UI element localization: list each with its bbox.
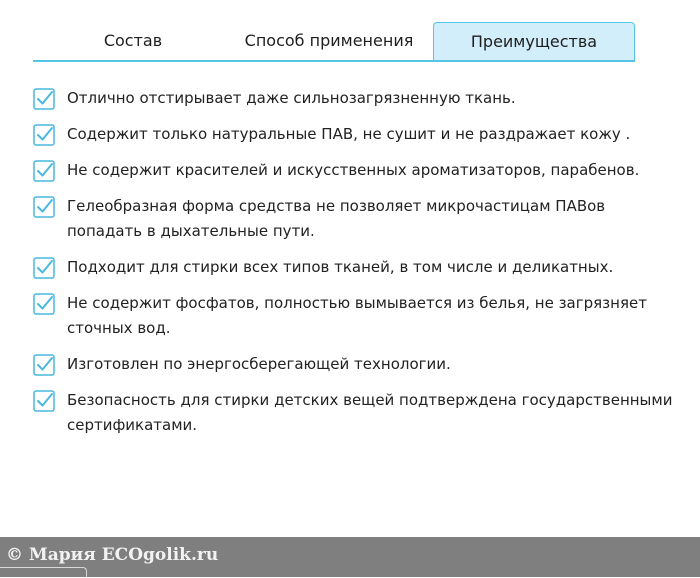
benefit-text: Гелеобразная форма средства не позволяет микрочастицам ПАВов попадать в дыхательные пути. <box>67 197 606 240</box>
list-item <box>33 194 673 244</box>
checkbox-checked-icon <box>33 160 55 182</box>
checkbox-checked-icon <box>33 196 55 218</box>
checkbox-checked-icon <box>33 390 55 412</box>
checkbox-checked-icon <box>33 354 55 376</box>
list-item <box>33 122 673 147</box>
list-item <box>33 86 673 111</box>
benefits-list <box>33 86 673 449</box>
benefit-text: Содержит только натуральные ПАВ, не сушит и не раздражает кожу . <box>67 125 631 143</box>
benefit-text: Не содержит красителей и искусственных ароматизаторов, парабенов. <box>67 161 640 179</box>
tab-bar <box>33 22 635 62</box>
footer-edge-decoration <box>0 567 87 578</box>
tab-usage[interactable]: Способ применения <box>244 31 414 50</box>
benefit-text: Безопасность для стирки детских вещей подтверждена государственными сертификатами. <box>67 391 673 434</box>
list-item <box>33 388 673 438</box>
benefit-text: Изготовлен по энергосберегающей технологии. <box>67 355 451 373</box>
benefit-text: Отлично отстирывает даже сильнозагрязненную ткань. <box>67 89 516 107</box>
watermark-bar <box>0 537 700 577</box>
tab-composition[interactable]: Состав <box>103 31 163 50</box>
checkbox-checked-icon <box>33 88 55 110</box>
benefit-text: Не содержит фосфатов, полностью вымывается из белья, не загрязняет сточных вод. <box>67 294 647 337</box>
list-item <box>33 352 673 377</box>
tab-benefits[interactable]: Преимущества <box>433 22 635 60</box>
benefit-text: Подходит для стирки всех типов тканей, в том числе и деликатных. <box>67 258 614 276</box>
watermark-text: © Мария ECOgolik.ru <box>6 545 219 565</box>
list-item <box>33 158 673 183</box>
list-item <box>33 255 673 280</box>
checkbox-checked-icon <box>33 293 55 315</box>
checkbox-checked-icon <box>33 257 55 279</box>
list-item <box>33 291 673 341</box>
checkbox-checked-icon <box>33 124 55 146</box>
